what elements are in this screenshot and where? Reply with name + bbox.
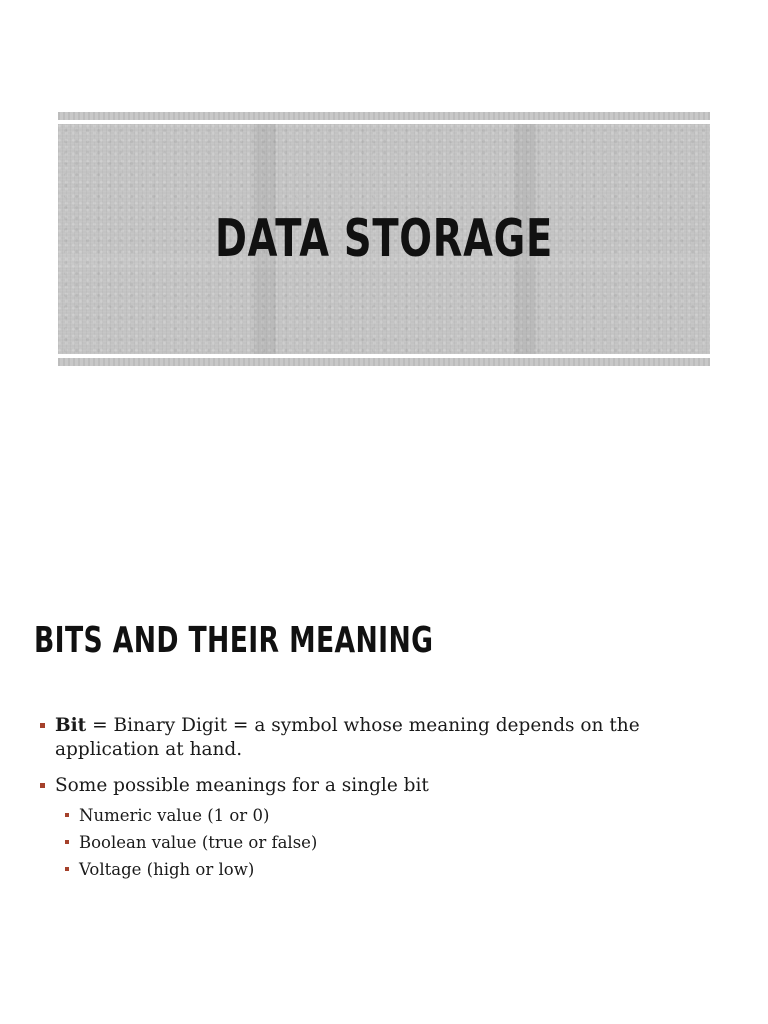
bullet-term: Bit	[55, 715, 87, 736]
banner-top-stripe	[58, 112, 710, 120]
banner-bottom-stripe	[58, 358, 710, 366]
slide-heading: BITS AND THEIR MEANING	[34, 620, 434, 661]
bullet-list	[40, 714, 720, 895]
sub-bullet-list	[55, 802, 720, 883]
sub-bullet-item: Numeric value (1 or 0)	[65, 802, 720, 829]
bullet-text: = Binary Digit = a symbol whose meaning depends on the application at hand.	[55, 715, 640, 760]
sub-bullet-item: Boolean value (true or false)	[65, 829, 720, 856]
title-banner	[58, 112, 710, 366]
sub-bullet-item: Voltage (high or low)	[65, 856, 720, 883]
bullet-text: Some possible meanings for a single bit	[55, 775, 429, 796]
bullet-item-meanings	[40, 774, 720, 883]
bullet-item-bit	[40, 714, 720, 762]
slide-bits	[0, 512, 768, 1024]
slide-title-text: DATA STORAGE	[214, 209, 554, 269]
